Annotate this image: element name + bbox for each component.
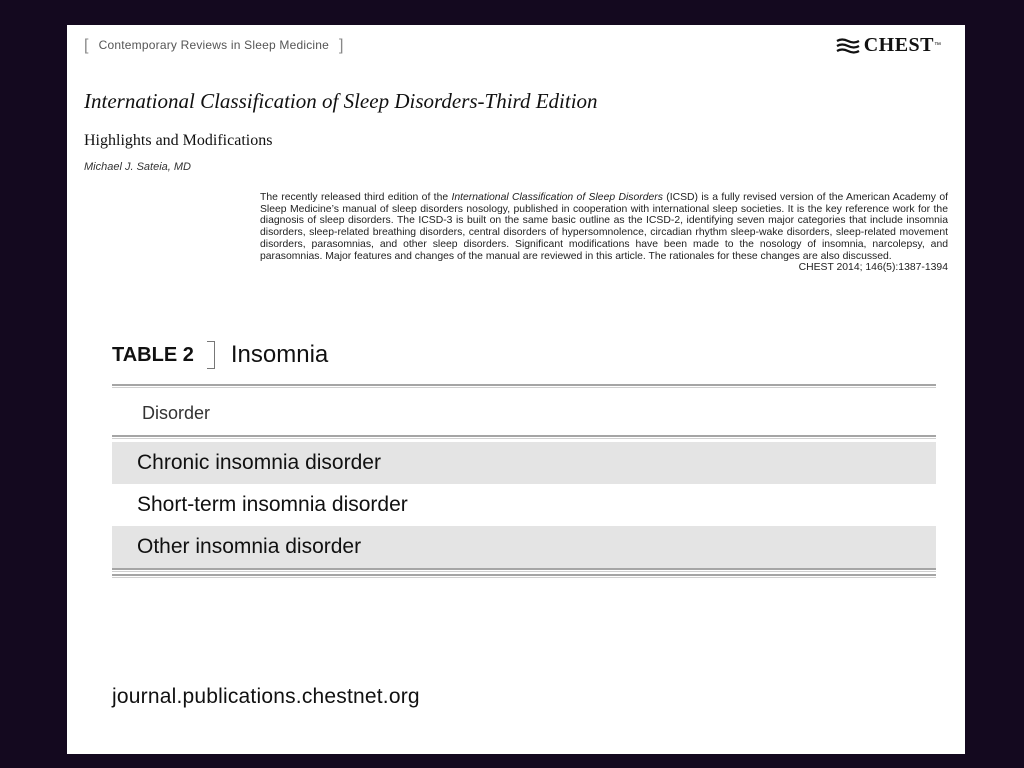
section-tagline <box>84 37 344 55</box>
document-page <box>67 25 965 754</box>
table-number: TABLE 2 <box>112 343 194 366</box>
tagline-bracket-right: ] <box>339 37 344 54</box>
article-subtitle: Highlights and Modifications <box>84 132 273 149</box>
article-title: International Classification of Sleep Disorders-Third Edition <box>84 89 598 113</box>
chest-logo-icon <box>836 38 860 54</box>
table-column-header: Disorder <box>142 403 211 423</box>
table-header-rule <box>112 435 936 439</box>
tagline-text: Contemporary Reviews in Sleep Medicine <box>98 38 330 52</box>
table-top-rule <box>112 384 936 388</box>
table-bottom-rule <box>112 568 936 572</box>
article-abstract <box>260 192 948 274</box>
logo-wordmark: CHEST <box>863 34 934 56</box>
article-author: Michael J. Sateia, MD <box>84 161 191 173</box>
table-row: Chronic insomnia disorder <box>112 442 936 484</box>
table-bottom-rule-double <box>112 574 936 578</box>
abstract-italic-title: International Classification of Sleep Disorders <box>451 192 663 203</box>
logo-trademark: ™ <box>934 42 941 49</box>
table-caption <box>112 341 328 369</box>
journal-url: journal.publications.chestnet.org <box>112 685 420 708</box>
journal-logo <box>836 34 941 57</box>
abstract-citation: CHEST 2014; 146(5):1387-1394 <box>798 262 948 274</box>
abstract-lead: The recently released third edition of the <box>260 192 452 203</box>
table-caption-bracket <box>207 341 215 369</box>
table-title: Insomnia <box>230 341 329 368</box>
abstract-body: (ICSD) is a fully revised version of the American Academy of Sleep Medicine’s manual of sleep disorders nosology, published in cooperation with international sleep societies. It is the key reference work for the diagnosis of sleep disorders. The ICSD-3 is built on the same basic outline as the ICSD-2, identifying seven major categories that include insomnia disorders, sleep-related breathing disorders, central disorders of hypersomnolence, circadian rhythm sleep-wake disorders, sleep-related movement disorders, parasomnias, and other sleep disorders. Significant modifications have been made to the nosology of insomnia, narcolepsy, and parasomnias. Major features and changes of the manual are reviewed in this article. The rationales for these changes are also discussed. <box>260 192 948 262</box>
table-body <box>112 442 936 568</box>
table-row: Short-term insomnia disorder <box>137 493 408 516</box>
tagline-bracket-left: [ <box>84 37 89 54</box>
table-row: Other insomnia disorder <box>112 526 936 568</box>
